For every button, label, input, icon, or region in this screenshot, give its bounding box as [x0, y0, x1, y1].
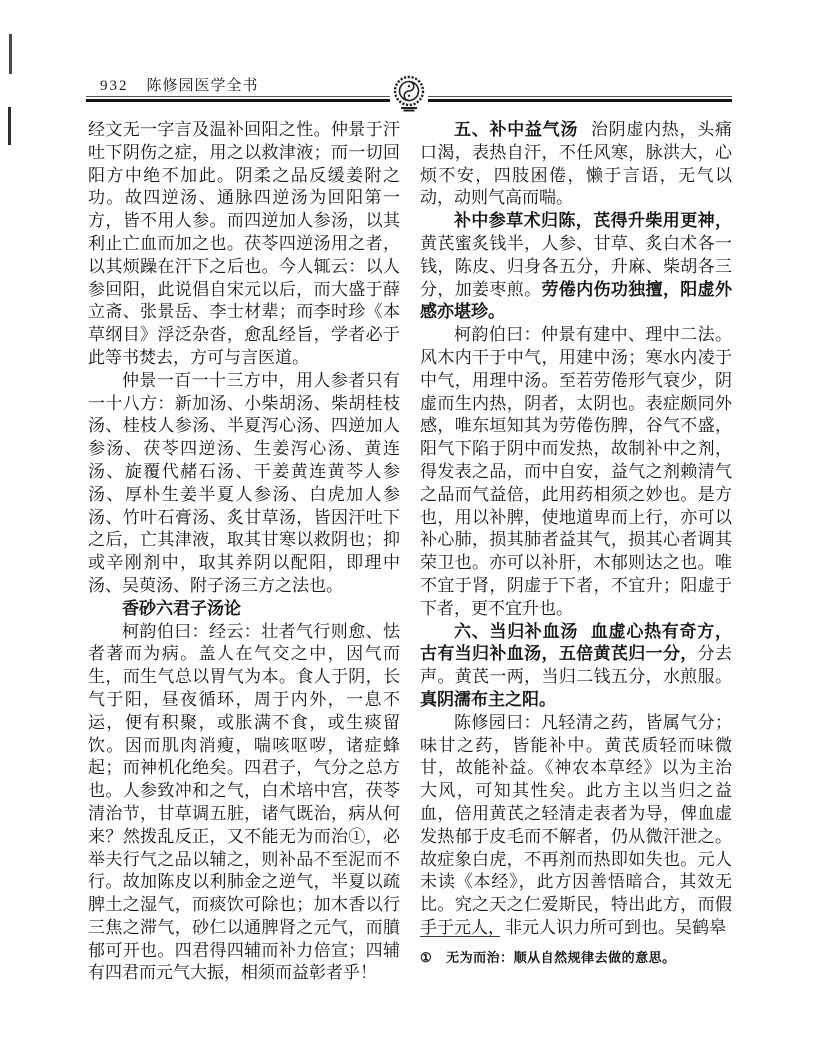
formula-title: 六、当归补血汤 — [454, 621, 579, 641]
page-header — [100, 74, 259, 95]
left-text-column — [88, 119, 400, 985]
paragraph: 柯韵伯曰：仲景有建中、理中二法。风木内干于中气，用建中汤；寒水内凌于中气，用理中汤。至若劳倦形气衰少，阴虚而生内热，阴者，太阴也。表症颇同外感，唯东垣知其为劳倦伤脾，谷气不盛，阳气下陷于阴中而发热，故制补中之剂，得发表之品，而中自安，益气之剂赖清气之品而气益倍，此用药相须之妙也。是方也，用以补脾，使地道卑而上行，亦可以补心肺，损其肺者益其气，损其心者调其荣卫也。亦可以补肝，木郁则达之也。唯不宜于肾，阴虚于下者，不宜升；阳虚于下者，更不宜升也。 — [420, 325, 732, 618]
footnote-marker: ① — [420, 950, 433, 965]
book-title: 陈修园医学全书 — [146, 78, 259, 94]
footnote-block — [420, 936, 732, 966]
paragraph — [420, 621, 732, 712]
publisher-emblem — [390, 74, 428, 116]
binding-mark — [9, 34, 12, 74]
formula-title: 五、补中益气汤 — [454, 120, 579, 139]
paragraph — [420, 210, 732, 324]
formula-indications: 治阴虚内热，头痛口渴，表热自汗，不任风寒，脉洪大，心烦不安，四肢困倦，懒于言语，无气以动，动则气高而喘。 — [420, 120, 732, 208]
paragraph: 经文无一字言及温补回阳之性。仲景于汗吐下阴伤之症，用之以救津液；而一切回阳方中绝不加此。阴柔之品反缓姜附之功。故四逆汤、通脉四逆汤为回阳第一方，皆不用人参。而四逆加人参汤，以其利止亡血而加之也。茯苓四逆汤用之者，以其烦躁在汗下之后也。今人辄云：以人参回阳，此说倡自宋元以后，而大盛于薛立斋、张景岳、李士材辈；而李时珍《本草纲目》浮泛杂沓，愈乱经旨，学者必于此等书焚去，方可与言医道。 — [88, 120, 400, 367]
binding-mark — [8, 107, 11, 145]
paragraph: 柯韵伯曰：经云：壮者气行则愈、怯者著而为病。盖人在气交之中，因气而生，而生气总以胃气为本。食人于阴，长气于阳，昼夜循环，周于内外，一息不运，便有积聚，或胀满不食，或生痰留饮。因而肌肉消瘦，喘咳呕哕，诸症蜂起；而神机化绝矣。四君子，气分之总方也。人参致冲和之气，白术培中宫，茯苓清治节，甘草调五脏，诸气既治，病从何来？然拨乱反正，又不能无为而治①，必举夫行气之品以辅之，则补品不至泥而不行。故加陈皮以利肺金之逆气，半夏以疏脾土之湿气，而痰饮可除也；加木香以行三焦之滞气，砂仁以通脾肾之元气，而膹郁可开也。四君得四辅而补力倍宣；四辅有四君而元气大振，相须而益彰者乎！ — [88, 621, 400, 983]
formula-verse: 真阴濡布主之阳。 — [420, 689, 556, 709]
paragraph — [420, 119, 732, 210]
formula-verse: 补中参草术归陈，芪得升柴用更神， — [454, 211, 732, 231]
paragraph: 仲景一百一十三方中，用人参者只有一十八方：新加汤、小柴胡汤、柴胡桂枝汤、桂枝人参汤、半夏泻心汤、四逆加人参汤、茯苓四逆汤、生姜泻心汤、黄连汤、旋覆代赭石汤、干姜黄连黄芩人参汤、厚朴生姜半夏人参汤、白虎加人参汤、竹叶石膏汤、炙甘草汤，皆因汗吐下之后，亡其津液，取其甘寒以救阴也；抑或辛刚剂中，取其养阴以配阳，即理中汤、吴萸汤、附子汤三方之法也。 — [88, 370, 400, 595]
right-text-column — [420, 119, 732, 940]
footnote-text: 无为而治：顺从自然规律去做的意思。 — [446, 950, 676, 965]
yin-yang-seal-icon — [390, 74, 428, 116]
paragraph: 陈修园曰：凡轻清之药，皆属气分；味甘之药，皆能补中。黄芪质轻而味微甘，故能补益。《神农本草经》以为主治大风，可知其性矣。此方主以当归之益血，倍用黄芪之轻清走表者为导，俾血虚发热郁于皮毛而不解者，仍从微汗泄之。故症象白虎，不再剂而热即如失也。元人未读《本经》，此方因善悟暗合，其效无比。究之天之仁爱斯民，特出此方，而假手于元人，非元人识力所可到也。吴鹤皋 — [420, 712, 732, 937]
dosage-note: 黄芪蜜炙钱半，人参、甘草、炙白术各一钱，陈皮、归身各五分，升麻、柴胡各三分，加姜枣煎。 — [420, 233, 732, 299]
page-number: 932 — [100, 78, 129, 94]
formula-verse: 劳倦内伤功独擅，阳虚外感亦堪珍。 — [420, 279, 733, 322]
section-heading: 香砂六君子汤论 — [122, 598, 241, 618]
footnote-divider — [420, 936, 500, 937]
footnote — [420, 947, 732, 966]
formula-verse: 血虚心热有奇方，古有当归补血汤，五倍黄芪归一分， — [420, 621, 732, 664]
dosage-note: 分去声。黄芪一两，当归二钱五分，水煎服。 — [420, 644, 733, 687]
